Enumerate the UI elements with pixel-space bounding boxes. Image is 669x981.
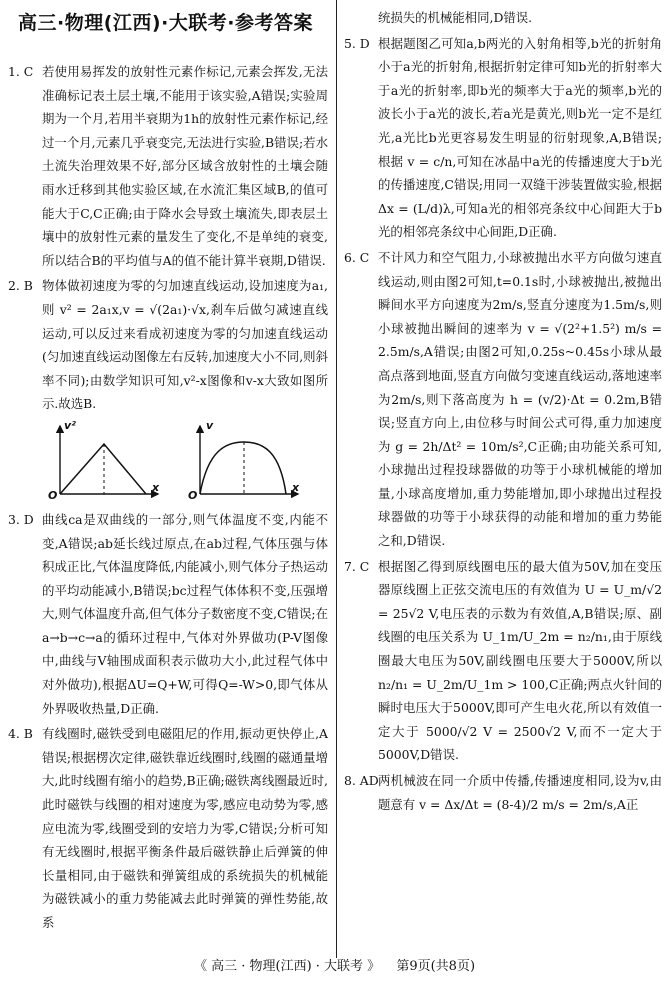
answer-text: 物体做初速度为零的匀加速直线运动,设加速度为a₁,则 v² = 2a₁x,v = √(2a₁)·√x,刹车后做匀减速直线运动,可以反过来看成初速度为零的匀加速直线运动(匀加速直线运动图像左右反转,加速度大小不同,则斜率不同);由数学知识可知,v²-x图像和v-x大致如图所示.故选B.: [42, 278, 328, 412]
page-footer: [0, 958, 669, 976]
answer-4: [8, 722, 328, 934]
answer-number: 3. D: [8, 511, 34, 527]
answer-text: 若使用易挥发的放射性元素作标记,元素会挥发,无法准确标记表土层土壤,不能用于该实验,A错误;实验周期为一个月,若用半衰期为1h的放射性元素作标记,经过一个月,元素几乎衰变完,无法进行实验,B错误;若水土流失治理效果不好,部分区域含放射性的土壤会随雨水迁移到其他实验区域,在水流汇集区域B,的值可能大于C,C正确;由于降水会导致土壤流失,即表层土壤中的放射性元素的量发生了变化,不是单纯的衰变,所以结合B的平均值与A的值不能计算半衰期,D错误.: [42, 64, 328, 268]
column-divider: [336, 0, 337, 958]
answer-3: [8, 508, 328, 720]
left-column: [8, 60, 328, 937]
answer-number: 6. C: [344, 249, 370, 265]
arch-curve: [200, 442, 286, 494]
footer-page-label: 第9页(共8页): [396, 959, 476, 974]
answer-text: 两机械波在同一介质中传播,传播速度相同,设为v,由题意有 v = Δx/Δt = (8-4)/2 m/s = 2m/s,A正: [378, 773, 662, 812]
graph-origin-label: O: [188, 488, 198, 502]
graph-y-label: v²: [64, 418, 76, 432]
answer-text: 根据题图乙可知a,b两光的入射角相等,b光的折射角小于a光的折射角,根据折射定律可知b光的折射率大于a光的折射率,即b光的频率大于a光的频率,b光的波长小于a光的波长,若a光是黄光,则b光一定不是红光,a光比b光更容易发生明显的衍射现象,A,B错误;根据 v = c/n,可知在冰晶中a光的传播速度大于b光的传播速度,C错误;用同一双缝干涉装置做实验,根据 Δx = (L/d)λ,可知a光的相邻亮条纹中心间距大于b光的相邻亮条纹中心间距,D正确.: [378, 35, 662, 240]
answer-text: 曲线ca是双曲线的一部分,则气体温度不变,内能不变,A错误;ab延长线过原点,在ab过程,气体压强与体积成正比,气体温度降低,内能减小,则气体分子热运动的平均动能减小,B错误;bc过程气体体积不变,压强增大,则气体温度升高,但气体分子数密度不变,C错误;在a→b→c→a的循环过程中,气体对外界做功(P-V图像中,曲线与V轴围成面积表示做功大小,此过程气体中对外做功),根据ΔU=Q+W,可得Q=-W>0,即气体从外界吸收热量,D正确.: [42, 511, 328, 716]
answer-5: [344, 32, 662, 244]
graph-x-label: x: [152, 480, 160, 494]
answer-2: [8, 274, 328, 416]
page-title: 高三·物理(江西)·大联考·参考答案: [18, 12, 314, 34]
graph-y-label: v: [206, 418, 214, 432]
triangle-curve: [60, 444, 146, 494]
answer-text: 根据图乙得到原线圈电压的最大值为50V,加在变压器原线圈上正弦交流电压的有效值为 U = U_m/√2 = 25√2 V,电压表的示数为有效值,A,B错误;原、副线圈的电压关系为 U_1m/U_2m = n₂/n₁,由于原线圈最大电压为50V,副线圈电压要大于5000V,所以 n₂/n₁ = U_2m/U_1m > 100,C正确;两点火针间的瞬时电压大于5000V,即可产生电火花,所以有效值一定大于 5000/√2 V = 2500√2 V,而不一定大于5000V,D错误.: [378, 558, 662, 763]
v-x-plot: [186, 420, 304, 502]
answer-number: 5. D: [344, 35, 370, 51]
right-column: [344, 6, 662, 818]
answer-number: 7. C: [344, 558, 370, 574]
graph-x-label: x: [292, 480, 300, 494]
answer-1: [8, 60, 328, 272]
v-x-graph: [186, 420, 304, 502]
graph-origin-label: O: [48, 488, 58, 502]
answer-4-continued: 统损失的机械能相同,D错误.: [378, 10, 533, 25]
answer-number: 1. C: [8, 64, 34, 79]
answer-6: [344, 246, 662, 553]
answer-number: 2. B: [8, 278, 33, 294]
footer-doc-label: 《 高三 · 物理(江西) · 大联考 》: [193, 959, 381, 974]
v-squared-x-plot: [46, 420, 164, 502]
answer-text: 不计风力和空气阻力,小球被抛出水平方向做匀速直线运动,则由图2可知,t=0.1s时,小球被抛出,被抛出瞬间水平方向速度为2m/s,竖直分速度为1.5m/s,则小球被抛出瞬间的速率为 v = √(2²+1.5²) m/s = 2.5m/s,A错误;由图2可知,0.25s~0.45s小球从最高点落到地面,竖直方向做匀变速直线运动,落地速率为2m/s,则下落高度为 h = (v/2)·Δt = 0.2m,B错误;竖直方向上,由位移与时间公式可得,重力加速度为 g = 2h/Δt² = 10m/s²,C正确;由功能关系可知,小球抛出过程投球器做的功等于小球机械能的增加量,小球高度增加,重力势能增加,即小球抛出过程投球器做的功等于小球获得的动能和增加的重力势能之和,D错误.: [378, 249, 662, 549]
v-squared-x-graph: [46, 420, 164, 502]
answer-text: 有线圈时,磁铁受到电磁阻尼的作用,振动更快停止,A错误;根据楞次定律,磁铁靠近线圈时,线圈的磁通量增大,此时线圈有缩小的趋势,B正确;磁铁离线圈最近时,此时磁铁与线圈的相对速度为零,感应电动势为零,感应电流为零,线圈受到的安培力为零,C错误;分析可知有无线圈时,根据平衡条件最后磁铁静止后弹簧的伸长量相同,由于磁铁和弹簧组成的系统损失的机械能为磁铁减小的重力势能减去此时弹簧的弹性势能,故系: [42, 726, 328, 930]
answer-2-graphs: [46, 420, 328, 502]
answer-number: 4. B: [8, 726, 33, 742]
answer-7: [344, 555, 662, 767]
answer-number: 8. AD: [344, 773, 379, 788]
answer-8: [344, 769, 662, 816]
